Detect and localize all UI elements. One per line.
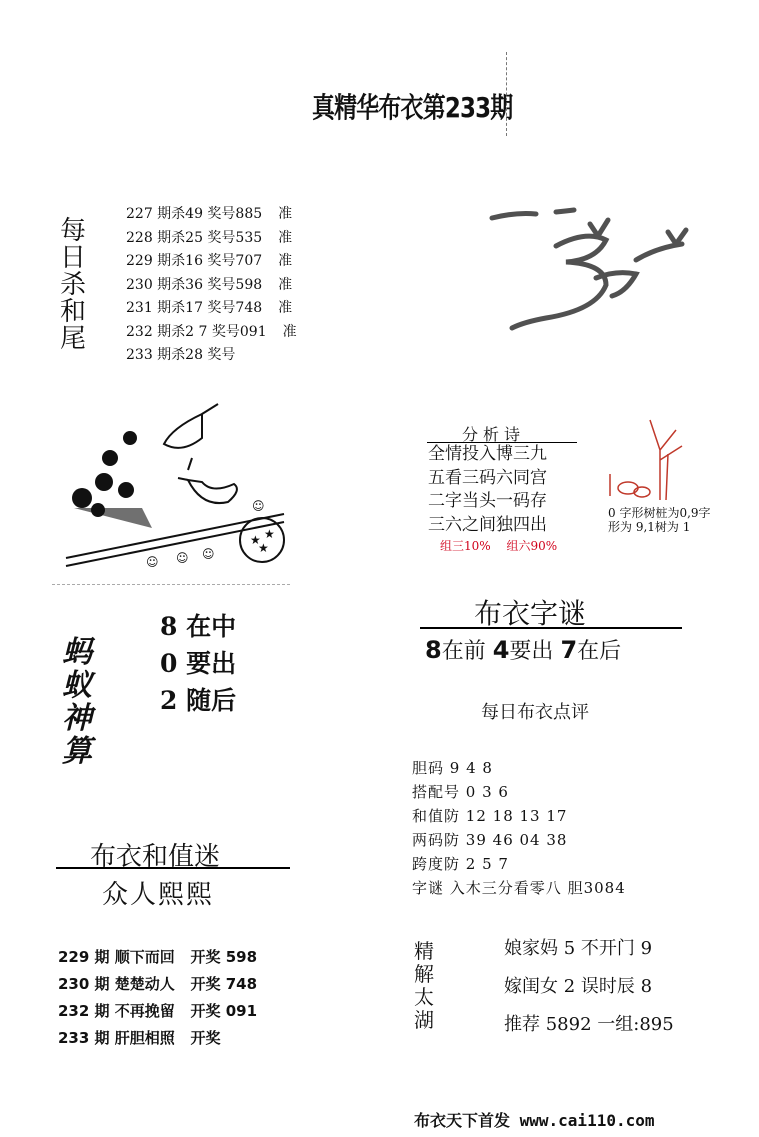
stat-label: 胆码 <box>412 759 445 777</box>
stat-row <box>412 852 626 876</box>
stat-label: 两码防 <box>412 831 461 849</box>
taihu-list <box>504 930 674 1044</box>
ant-num: 2 <box>160 686 178 715</box>
stat-row <box>412 804 626 828</box>
svg-text:☺: ☺ <box>176 551 189 565</box>
ant-label: 蚂蚁神算 <box>62 635 92 769</box>
taihu-line: 推荐 5892 一组:895 <box>504 1014 674 1035</box>
stat-value: 0 3 6 <box>465 783 509 801</box>
riddle-num: 4 <box>492 636 510 664</box>
kill-text: 228 期杀25 奖号535 <box>126 229 263 246</box>
stat-label: 跨度防 <box>412 855 461 873</box>
riddle-word: 要出 <box>509 639 554 664</box>
kill-mark: 准 <box>282 323 297 340</box>
svg-text:☺: ☺ <box>202 547 215 561</box>
kill-text: 231 期杀17 奖号748 <box>126 300 263 316</box>
kill-text: 232 期杀2 7 奖号091 <box>126 323 267 340</box>
stat-row <box>412 876 626 900</box>
ant-row <box>160 682 236 719</box>
divider <box>52 584 290 585</box>
sum-riddle-subtitle: 众人熙熙 <box>102 880 215 910</box>
tree-sketch-image <box>606 410 696 505</box>
ant-text: 在中 <box>186 612 237 641</box>
sum-period: 233 期 <box>58 1029 110 1047</box>
riddle-num: 7 <box>560 636 578 664</box>
kill-mark: 准 <box>278 253 293 269</box>
kill-mark: 准 <box>278 206 293 222</box>
stat-value: 9 4 8 <box>449 759 493 777</box>
riddle-text <box>425 634 621 665</box>
kill-row <box>126 250 297 274</box>
footer-source: 布衣天下首发 www.cai110.com <box>414 1111 655 1130</box>
kill-text: 229 期杀16 奖号707 <box>126 253 263 269</box>
taihu-line: 娘家妈 5 不开门 9 <box>504 938 653 959</box>
sum-riddle-list <box>58 944 257 1052</box>
kill-row <box>126 274 297 298</box>
taihu-line: 嫁闺女 2 误时辰 8 <box>504 976 653 997</box>
sum-period: 229 期 <box>58 948 110 966</box>
review-stats <box>412 756 626 900</box>
sum-row <box>58 944 257 971</box>
svg-text:★: ★ <box>250 533 261 547</box>
group-three: 组三10% <box>440 539 491 553</box>
sum-result: 开奖 748 <box>190 975 258 993</box>
ant-num: 0 <box>160 649 178 678</box>
stat-row <box>412 828 626 852</box>
review-title: 每日布衣点评 <box>481 702 589 723</box>
poem-line: 三六之间独四出 <box>428 514 547 535</box>
sum-phrase: 肝胆相照 <box>114 1029 175 1047</box>
stat-value: 12 18 13 17 <box>465 807 568 825</box>
svg-text:☺: ☺ <box>252 499 265 513</box>
sum-result: 开奖 091 <box>190 1002 258 1020</box>
riddle-title: 布衣字谜 <box>474 597 587 630</box>
kill-text: 227 期杀49 奖号885 <box>126 206 263 222</box>
birds-illustration <box>52 398 292 588</box>
kill-mark: 准 <box>278 300 293 316</box>
stat-value: 入木三分看零八 胆3084 <box>449 879 626 897</box>
kill-text: 233 期杀28 奖号 <box>126 347 236 363</box>
sum-phrase: 不再挽留 <box>114 1002 175 1020</box>
ant-num: 8 <box>160 612 178 641</box>
ant-text: 随后 <box>186 686 237 715</box>
poem-lines <box>428 443 547 537</box>
kill-row <box>126 297 297 321</box>
tree-note: 0 字形树桩为0,9字形为 9,1树为 1 <box>608 506 711 534</box>
riddle-word: 在后 <box>577 639 622 664</box>
stat-label: 字谜 <box>412 879 445 897</box>
kill-row <box>126 203 297 227</box>
svg-text:☺: ☺ <box>146 555 159 569</box>
poem-line: 二字当头一码存 <box>428 491 547 511</box>
kill-row <box>126 227 297 251</box>
sum-riddle-title: 布衣和值迷 <box>90 842 221 872</box>
daily-kill-list <box>126 203 297 368</box>
kill-mark: 准 <box>278 276 293 293</box>
sum-result: 开奖 598 <box>190 948 258 966</box>
sum-period: 230 期 <box>58 975 110 993</box>
ant-text: 要出 <box>186 649 237 678</box>
divider <box>56 867 290 869</box>
stat-row <box>412 756 626 780</box>
stat-label: 和值防 <box>412 807 461 825</box>
sum-period: 232 期 <box>58 1002 110 1020</box>
daily-kill-label: 每日杀和尾 <box>60 216 87 354</box>
sum-result: 开奖 <box>190 1029 221 1047</box>
sum-row <box>58 998 257 1025</box>
ant-list <box>160 608 236 719</box>
stat-label: 搭配号 <box>412 783 461 801</box>
sketch-number-image <box>486 200 701 340</box>
svg-text:★: ★ <box>258 541 269 555</box>
stat-value: 39 46 04 38 <box>465 831 568 849</box>
kill-row <box>126 321 297 345</box>
poem-title: 分析诗 <box>462 425 526 444</box>
svg-text:★: ★ <box>264 527 275 541</box>
kill-mark: 准 <box>278 229 293 246</box>
divider <box>420 627 682 629</box>
sum-phrase: 顺下而回 <box>114 948 175 966</box>
sum-row <box>58 1025 257 1052</box>
kill-row <box>126 344 297 368</box>
divider <box>506 52 507 136</box>
riddle-word: 在前 <box>441 639 486 664</box>
kill-text: 230 期杀36 奖号598 <box>126 276 263 293</box>
stat-row <box>412 780 626 804</box>
riddle-num: 8 <box>425 636 442 664</box>
ant-row <box>160 608 236 645</box>
stat-value: 2 5 7 <box>465 855 509 873</box>
sum-row <box>58 971 257 998</box>
ant-row <box>160 645 236 682</box>
sum-phrase: 楚楚动人 <box>114 975 175 993</box>
poem-line: 五看三码六同宫 <box>428 467 547 488</box>
poem-line: 全情投入博三九 <box>428 444 547 464</box>
group-six: 组六90% <box>506 539 558 553</box>
taihu-label: 精解太湖 <box>414 939 434 1032</box>
poem-groups <box>440 537 557 554</box>
page-title: 真精华布衣第233期 <box>312 91 513 124</box>
